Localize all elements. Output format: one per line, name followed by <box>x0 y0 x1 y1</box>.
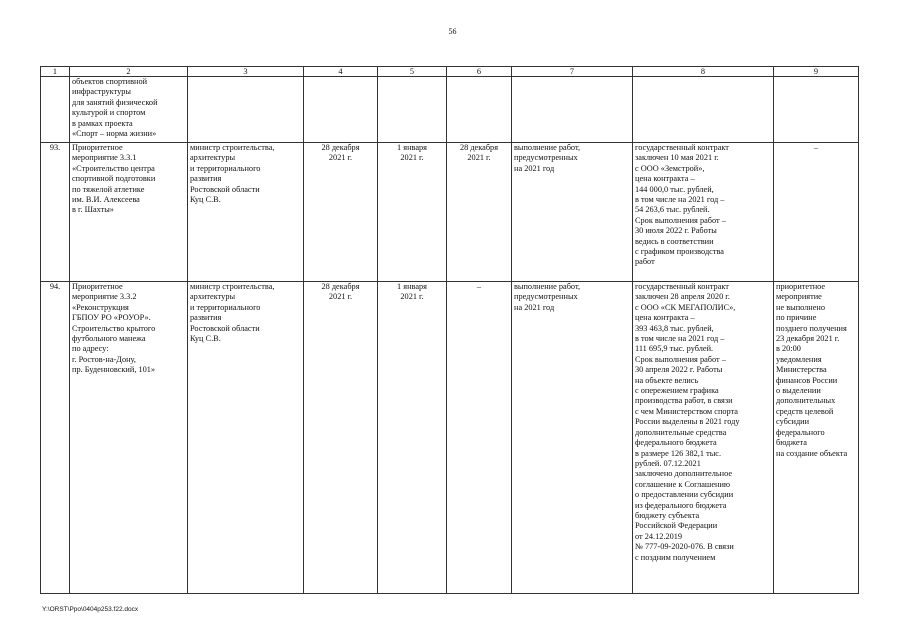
header-cell: 5 <box>378 67 447 77</box>
table-row <box>41 77 859 143</box>
planned-results-cell <box>512 77 633 143</box>
actual-start-date-cell <box>378 77 447 143</box>
header-cell: 3 <box>188 67 304 77</box>
measure-name-cell: Приоритетное мероприятие 3.3.1 «Строительство центра спортивной подготовки по тяжелой атлетике им. В.И. Алексеева в г. Шахты» <box>70 143 188 282</box>
row-number-cell <box>41 77 70 143</box>
problems-cell <box>774 77 859 143</box>
measure-name-cell: Приоритетное мероприятие 3.3.2 «Реконструкция ГБПОУ РО «РОУОР». Строительство крытого футбольного манежа по адресу: г. Ростов-на-Дону, пр. Буденновский, 101» <box>70 282 188 594</box>
actual-start-date-cell: 1 января 2021 г. <box>378 282 447 594</box>
responsible-cell: министр строительства, архитектуры и территориального развития Ростовской области Куц С.В. <box>188 143 304 282</box>
actual-results-cell <box>633 77 774 143</box>
actual-results-cell: государственный контракт заключен 10 мая 2021 г. с ООО «Земстрой», цена контракта – 144 000,0 тыс. рублей, в том числе на 2021 год – 54 263,6 тыс. рублей. Срок выполнения работ – 30 июля 2022 г. Работы ведись в соответствии с графиком производства работ <box>633 143 774 282</box>
header-cell: 8 <box>633 67 774 77</box>
problems-cell: – <box>774 143 859 282</box>
table-row <box>41 143 859 282</box>
header-cell: 4 <box>304 67 378 77</box>
header-cell: 9 <box>774 67 859 77</box>
page-number: 56 <box>448 27 457 36</box>
row-number-cell: 93. <box>41 143 70 282</box>
responsible-cell <box>188 77 304 143</box>
actual-end-date-cell <box>447 77 512 143</box>
actual-end-date-cell: – <box>447 282 512 594</box>
report-table <box>40 66 859 594</box>
responsible-cell: министр строительства, архитектуры и территориального развития Ростовской области Куц С.В. <box>188 282 304 594</box>
planned-end-date-cell <box>304 77 378 143</box>
actual-results-cell: государственный контракт заключен 28 апреля 2020 г. с ООО «СК МЕГАПОЛИС», цена контракта – 393 463,8 тыс. рублей, в том числе на 2021 год – 111 695,9 тыс. рублей. Срок выполнения работ – 30 апреля 2022 г. Работы на объекте велись с опережением графика производства работ, в связи с чем Министерством спорта России выделены в 2021 году дополнительные средства федерального бюджета в размере 126 382,1 тыс. рублей. 07.12.2021 заключено дополнительное соглашение к Соглашению о предоставлении субсидии из федерального бюджета бюджету субъекта Российской Федерации от 24.12.2019 № 777-09-2020-076. В связи с поздним получением <box>633 282 774 594</box>
actual-end-date-cell: 28 декабря 2021 г. <box>447 143 512 282</box>
header-cell: 7 <box>512 67 633 77</box>
planned-end-date-cell: 28 декабря 2021 г. <box>304 282 378 594</box>
table-row <box>41 282 859 594</box>
planned-end-date-cell: 28 декабря 2021 г. <box>304 143 378 282</box>
actual-start-date-cell: 1 января 2021 г. <box>378 143 447 282</box>
header-cell: 1 <box>41 67 70 77</box>
header-cell: 6 <box>447 67 512 77</box>
header-row <box>41 67 859 77</box>
row-number-cell: 94. <box>41 282 70 594</box>
planned-results-cell: выполнение работ, предусмотренных на 2021 год <box>512 282 633 594</box>
file-path-footer: Y:\ORST\Ppo\0404p253.f22.docx <box>42 606 139 613</box>
measure-name-cell: объектов спортивной инфраструктуры для занятий физической культурой и спортом в рамках проекта «Спорт – норма жизни» <box>70 77 188 143</box>
problems-cell: приоритетное мероприятие не выполнено по причине позднего получения 23 декабря 2021 г. в 20:00 уведомления Министерства финансов России о выделении дополнительных средств целевой субсидии федерального бюджета на создание объекта <box>774 282 859 594</box>
header-cell: 2 <box>70 67 188 77</box>
planned-results-cell: выполнение работ, предусмотренных на 2021 год <box>512 143 633 282</box>
